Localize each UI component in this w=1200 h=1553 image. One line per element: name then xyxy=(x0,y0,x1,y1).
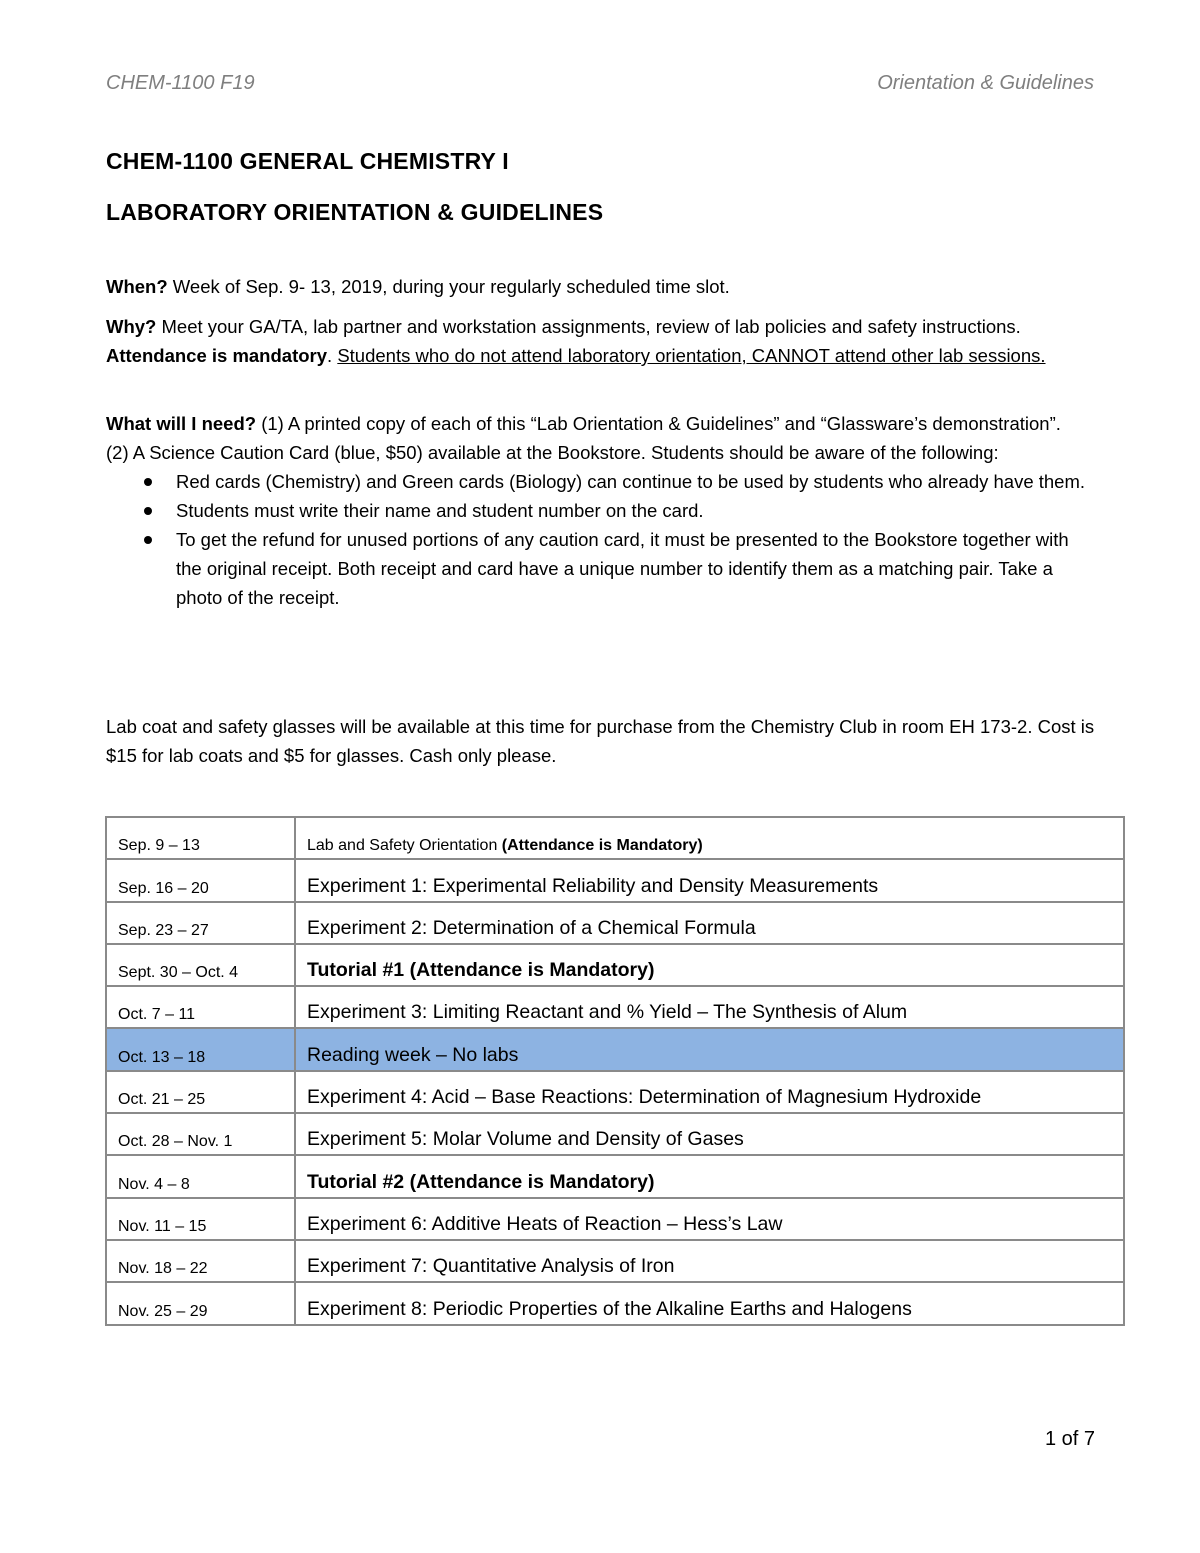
why-mandatory: Attendance is mandatory xyxy=(106,345,328,366)
table-row xyxy=(106,1240,1124,1282)
table-row xyxy=(106,1282,1124,1324)
when-text: Week of Sep. 9- 13, 2019, during your regularly scheduled time slot. xyxy=(167,276,730,297)
when-paragraph xyxy=(106,272,1096,301)
table-row xyxy=(106,1155,1124,1197)
schedule-date: Oct. 21 – 25 xyxy=(106,1071,295,1113)
schedule-date: Nov. 18 – 22 xyxy=(106,1240,295,1282)
table-row xyxy=(106,944,1124,986)
need-text-1: (1) A printed copy of each of this “Lab Orientation & Guidelines” and “Glassware’s demonstration”. xyxy=(256,413,1061,434)
schedule-date: Nov. 11 – 15 xyxy=(106,1198,295,1240)
schedule-date: Oct. 13 – 18 xyxy=(106,1028,295,1070)
header-section-title: Orientation & Guidelines xyxy=(877,72,1094,94)
schedule-description: Experiment 4: Acid – Base Reactions: Determination of Magnesium Hydroxide xyxy=(295,1071,1124,1113)
document-title: CHEM-1100 GENERAL CHEMISTRY I xyxy=(106,148,509,174)
lab-coat-text: Lab coat and safety glasses will be available at this time for purchase from the Chemistry Club in room EH 173-2. Cost is $15 for lab coats and $5 for glasses. Cash only please. xyxy=(106,716,1095,766)
list-item: Red cards (Chemistry) and Green cards (Biology) can continue to be used by students who already have them. xyxy=(176,467,1096,496)
why-warning: Students who do not attend laboratory orientation, CANNOT attend other lab sessions. xyxy=(337,345,1046,366)
schedule-description: Tutorial #1 (Attendance is Mandatory) xyxy=(295,944,1124,986)
schedule-date: Sep. 9 – 13 xyxy=(106,817,295,859)
schedule-date: Nov. 4 – 8 xyxy=(106,1155,295,1197)
schedule-date: Oct. 28 – Nov. 1 xyxy=(106,1113,295,1155)
schedule-date: Oct. 7 – 11 xyxy=(106,986,295,1028)
page-number: 1 of 7 xyxy=(1044,1428,1095,1450)
schedule-date: Sep. 23 – 27 xyxy=(106,902,295,944)
list-item: Students must write their name and student number on the card. xyxy=(176,496,1096,525)
lab-schedule-table xyxy=(105,816,1125,1326)
why-text: Meet your GA/TA, lab partner and workstation assignments, review of lab policies and safety instructions. xyxy=(156,316,1021,337)
list-item: To get the refund for unused portions of any caution card, it must be presented to the Bookstore together with the original receipt. Both receipt and card have a unique number to identify them as a matching pair. Take a photo of the receipt. xyxy=(176,525,1096,612)
why-period: . xyxy=(327,345,338,366)
need-label: What will I need? xyxy=(106,413,257,434)
table-row xyxy=(106,902,1124,944)
schedule-date: Nov. 25 – 29 xyxy=(106,1282,295,1324)
why-paragraph xyxy=(106,312,1096,370)
schedule-date: Sept. 30 – Oct. 4 xyxy=(106,944,295,986)
schedule-description: Tutorial #2 (Attendance is Mandatory) xyxy=(295,1155,1124,1197)
need-text-2: (2) A Science Caution Card (blue, $50) available at the Bookstore. Students should be aware of the following: xyxy=(106,442,999,463)
schedule-description: Experiment 5: Molar Volume and Density of Gases xyxy=(295,1113,1124,1155)
document-subtitle: LABORATORY ORIENTATION & GUIDELINES xyxy=(106,199,604,225)
schedule-date: Sep. 16 – 20 xyxy=(106,859,295,901)
why-label: Why? xyxy=(106,316,157,337)
need-paragraph xyxy=(106,409,1096,612)
schedule-description: Experiment 7: Quantitative Analysis of Iron xyxy=(295,1240,1124,1282)
schedule-description: Experiment 8: Periodic Properties of the Alkaline Earths and Halogens xyxy=(295,1282,1124,1324)
table-row xyxy=(106,859,1124,901)
schedule-description: Lab and Safety Orientation (Attendance is Mandatory) xyxy=(295,817,1124,859)
table-row xyxy=(106,986,1124,1028)
table-row xyxy=(106,1113,1124,1155)
schedule-description: Experiment 6: Additive Heats of Reaction – Hess’s Law xyxy=(295,1198,1124,1240)
table-row-reading-week xyxy=(106,1028,1124,1070)
when-label: When? xyxy=(106,276,168,297)
header-course-code: CHEM-1100 F19 xyxy=(106,72,255,94)
table-row xyxy=(106,1071,1124,1113)
schedule-description: Reading week – No labs xyxy=(295,1028,1124,1070)
schedule-description: Experiment 1: Experimental Reliability and Density Measurements xyxy=(295,859,1124,901)
table-row xyxy=(106,817,1124,859)
schedule-description: Experiment 3: Limiting Reactant and % Yield – The Synthesis of Alum xyxy=(295,986,1124,1028)
table-row xyxy=(106,1198,1124,1240)
lab-coat-paragraph xyxy=(106,712,1096,770)
caution-card-list xyxy=(106,467,1096,612)
schedule-description: Experiment 2: Determination of a Chemical Formula xyxy=(295,902,1124,944)
